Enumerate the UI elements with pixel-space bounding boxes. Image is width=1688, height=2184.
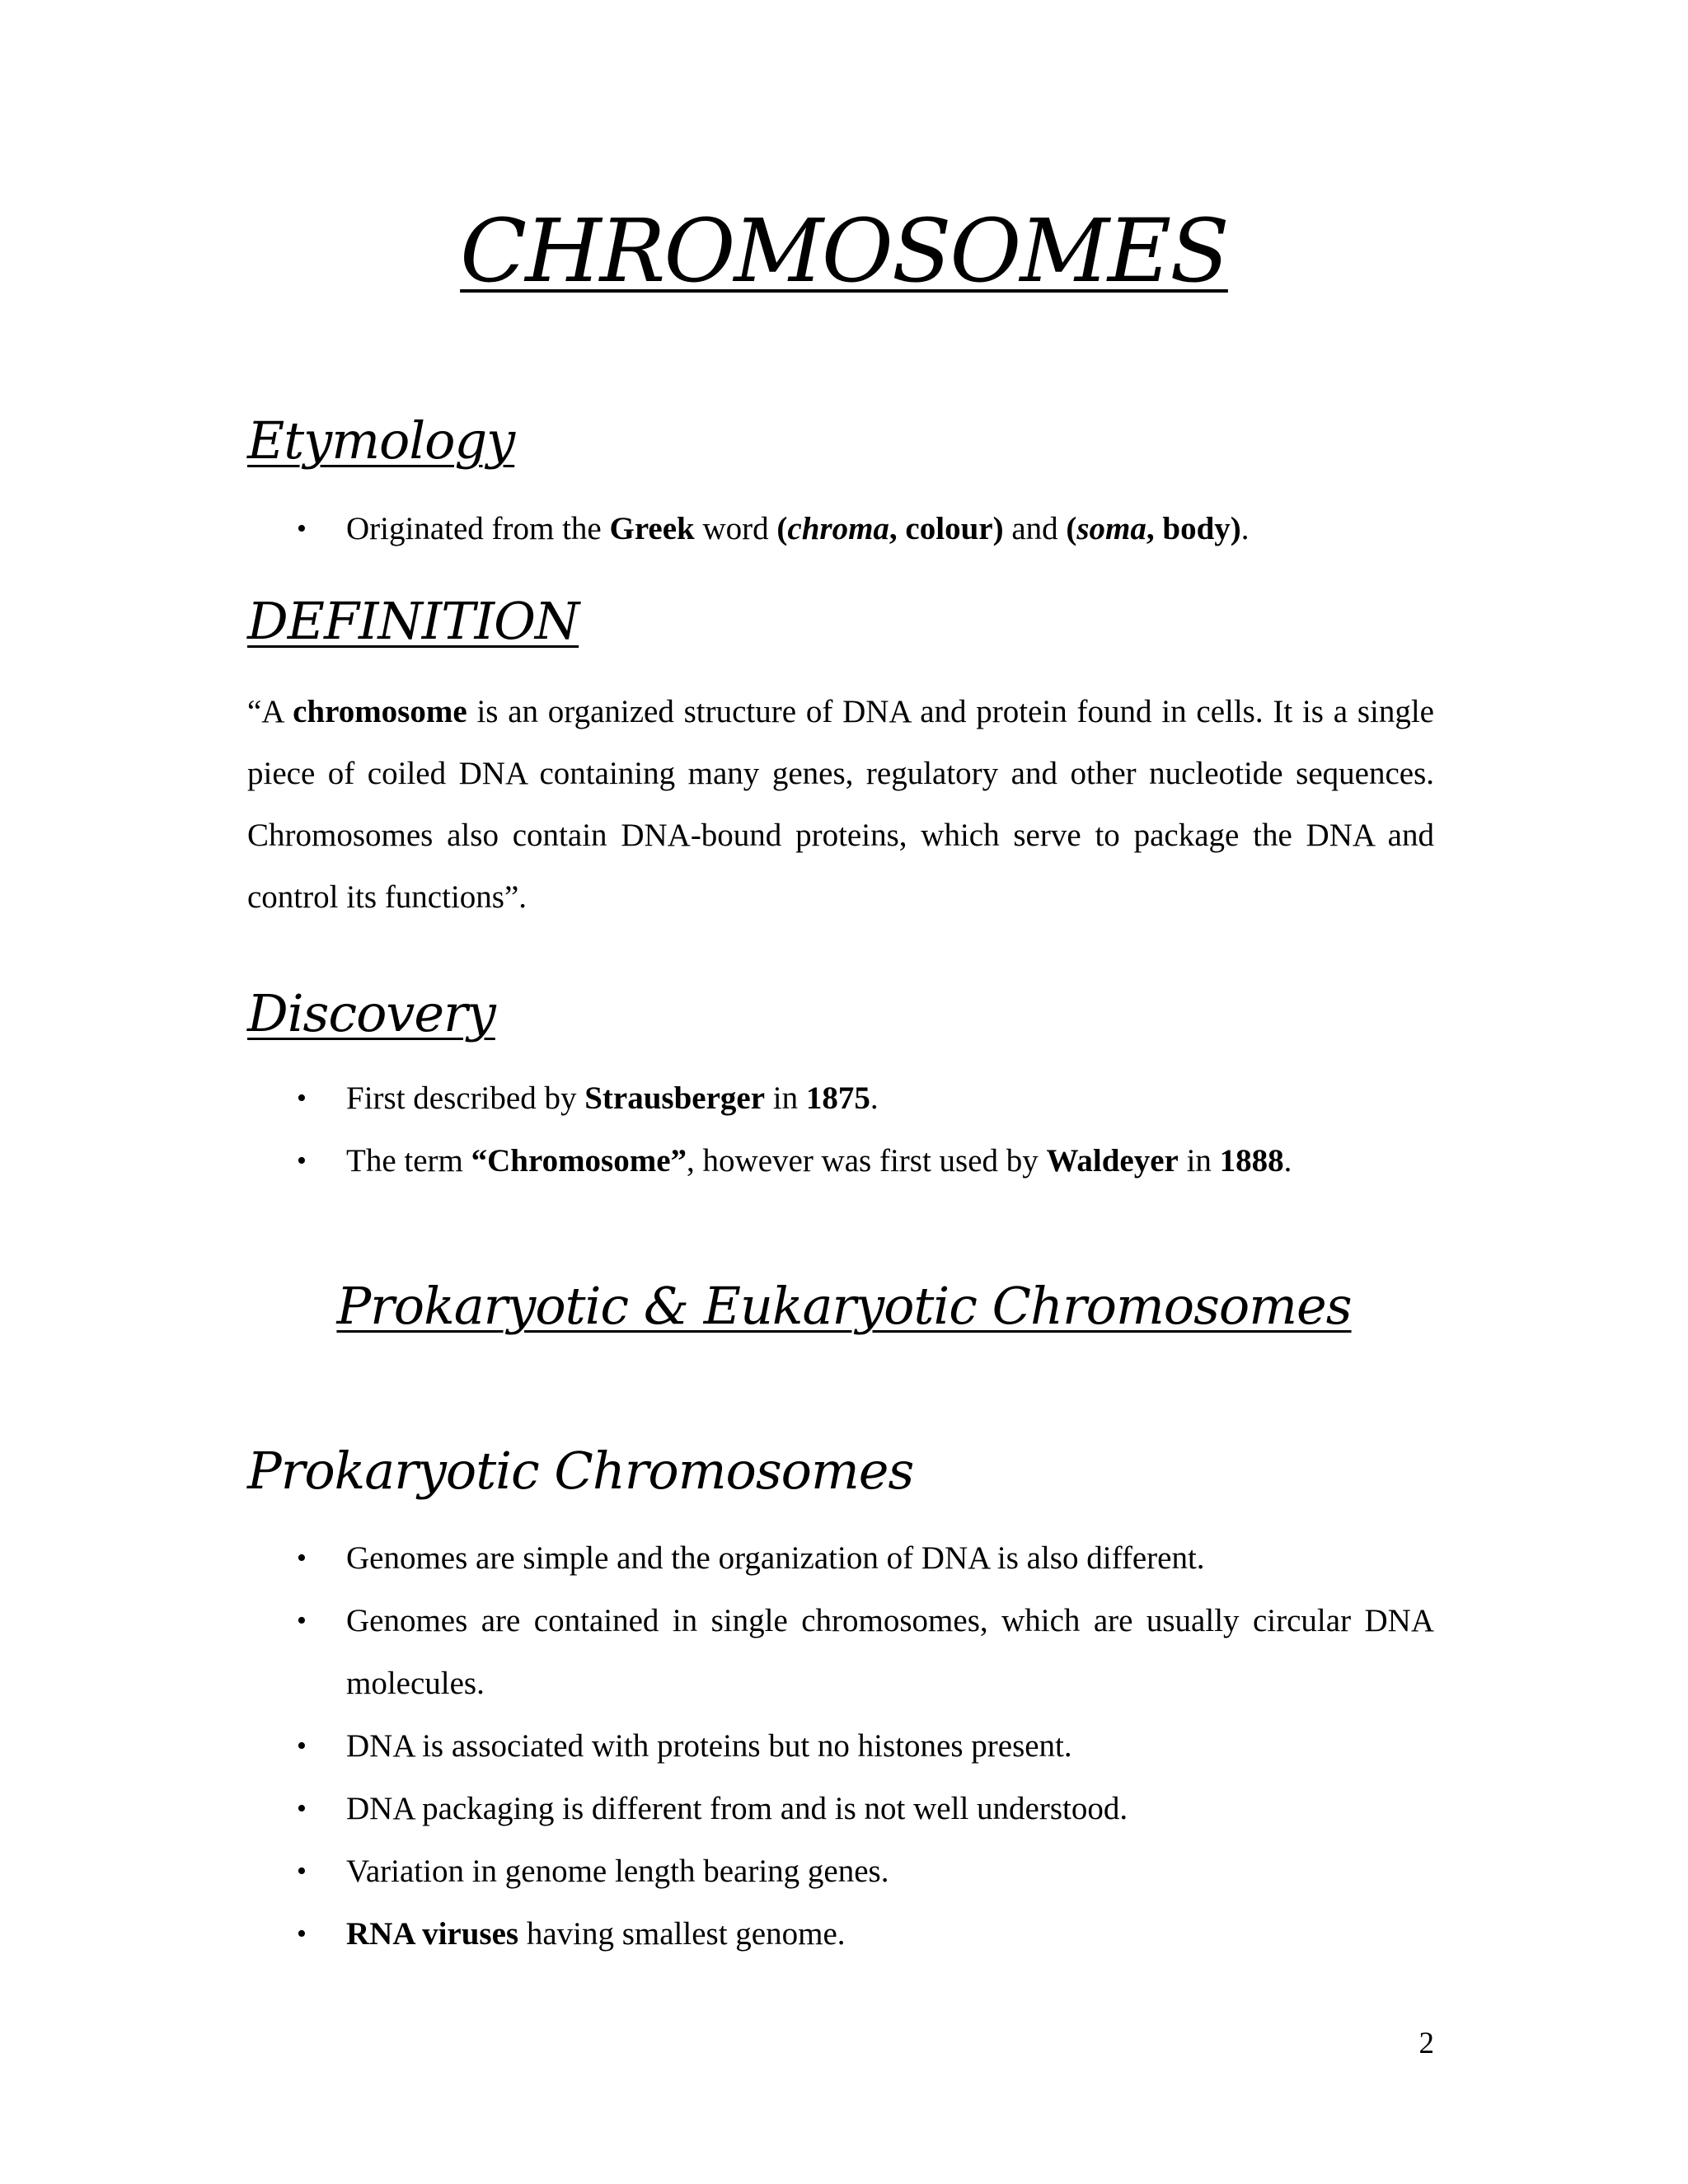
- bullet-icon: •: [297, 1731, 307, 1761]
- bullet-icon: •: [297, 1919, 307, 1949]
- list-item: • DNA packaging is different from and is not well understood.: [247, 1778, 1434, 1840]
- bullet-icon: •: [297, 1083, 307, 1113]
- prokaryotic-list: [247, 1527, 1434, 1966]
- definition-paragraph: “A chromosome is an organized structure of DNA and protein found in cells. It is a single piece of coiled DNA containing many genes, regulatory and other nucleotide sequences. Chromosomes also contain DNA-bound proteins, which serve to package the DNA and control its functions”.: [247, 694, 1434, 915]
- list-item: • Variation in genome length bearing genes.: [247, 1840, 1434, 1903]
- prokaryotic-heading: Prokaryotic Chromosomes: [247, 1441, 914, 1501]
- bullet-icon: •: [297, 1793, 307, 1824]
- list-item: • RNA viruses having smallest genome.: [247, 1903, 1434, 1966]
- bullet-icon: •: [297, 1605, 307, 1636]
- discovery-heading: Discovery: [247, 983, 495, 1043]
- list-item: • Genomes are simple and the organization of DNA is also different.: [247, 1527, 1434, 1590]
- bullet-icon: •: [297, 1856, 307, 1886]
- list-item: • Originated from the Greek word (chroma, colour) and (soma, body).: [247, 498, 1434, 560]
- etymology-list: [247, 498, 1434, 560]
- list-item: • First described by Strausberger in 1875.: [247, 1067, 1434, 1130]
- page-number: 2: [1418, 2027, 1434, 2060]
- section-title: Prokaryotic & Eukaryotic Chromosomes: [336, 1276, 1352, 1336]
- list-item: • Genomes are contained in single chromosomes, which are usually circular DNA molecules.: [247, 1590, 1434, 1715]
- page-title: CHROMOSOMES: [460, 200, 1228, 302]
- bullet-icon: •: [297, 513, 307, 544]
- list-item: • The term “Chromosome”, however was first used by Waldeyer in 1888.: [247, 1130, 1434, 1193]
- etymology-heading: Etymology: [247, 410, 515, 471]
- definition-heading: DEFINITION: [247, 591, 579, 651]
- bullet-icon: •: [297, 1146, 307, 1176]
- bullet-icon: •: [297, 1543, 307, 1573]
- discovery-list: [247, 1067, 1434, 1193]
- list-item: • DNA is associated with proteins but no histones present.: [247, 1715, 1434, 1778]
